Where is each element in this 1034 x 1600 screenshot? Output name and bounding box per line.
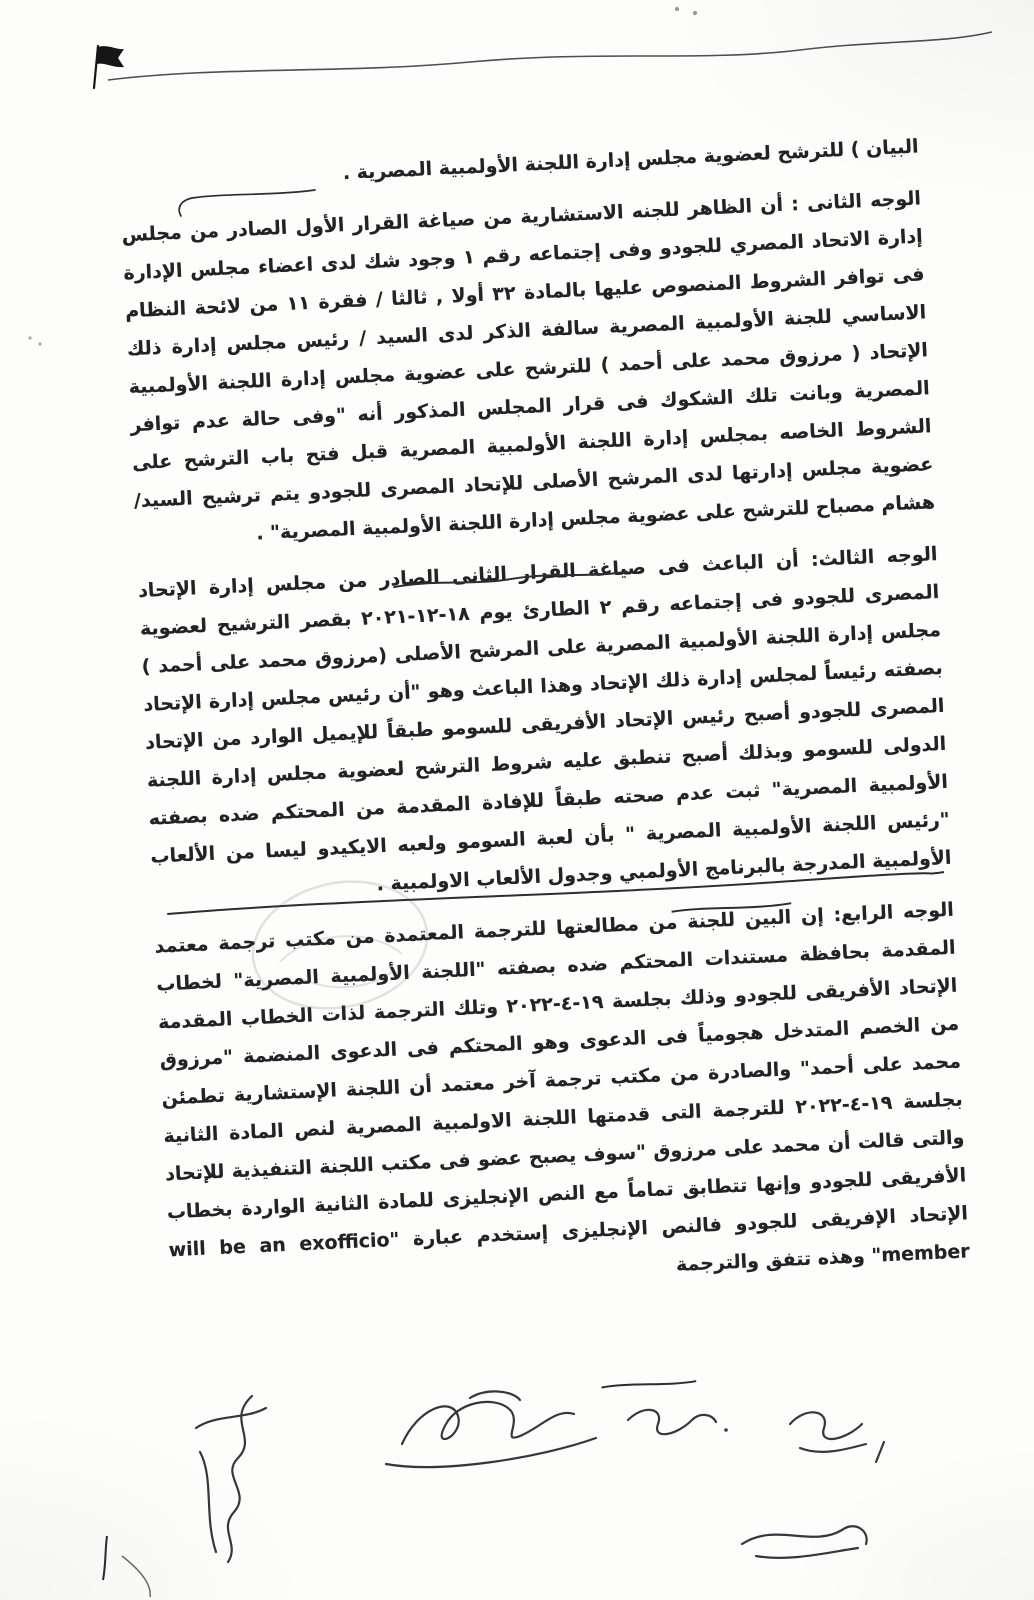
scan-bottom-left-edge: [103, 1536, 150, 1597]
signature-center-right: [628, 1410, 728, 1434]
signature-left: [196, 1396, 266, 1562]
section-second-body: أن الظاهر للجنه الاستشارية من صياغة القرار الأول الصادر من مجلس إدارة الاتحاد المصري للجودو وفى إجتماعه رقم ١ وجود شك لدى اعضاء مجلس الإدارة فى توافر الشروط المنصوص عليها بالمادة ٣٢ أولا , ثالثا / فقرة ١١ من لائحة النظام الاساسي للجنة الأولمبية المصرية سالفة الذكر لدى السيد / رئيس مجلس إدارة ذلك الإتحاد ( مرزوق محمد على أحمد ) للترشح على عضوية مجلس إدارة اللجنة الأولمبية المصرية وبانت تلك الشكوك فى قرار المجلس المذكور أنه "وفى حالة عدم توافر الشروط الخاصه بمجلس إدارة اللجنة الأولمبية المصرية قبل فتح باب الترشح على عضوية مجلس إدارتها لدى المرشح الأصلى للإتحاد المصرى للجودو يتم ترشيح السيد/ هشام مصباح للترشح على عضوية مجلس إدارة اللجنة الأولمبية المصرية" .: [121, 193, 936, 545]
hand-dash-end: [601, 1377, 696, 1391]
section-second-heading: الوجه الثانى :: [790, 187, 922, 216]
section-third-body: أن الباعث فى صياغة القرار الثانى الصادر من مجلس إدارة الإتحاد المصرى للجودو فى إجتماعه رقم ٢ الطارئ يوم ١٨-١٢-٢٠٢١ بقصر الترشيح لعضوية مجلس إدارة اللجنة الأولمبية المصرية على المرشح الأصلى (مرزوق محمد على أحمد ) بصفته رئيساً لمجلس إدارة ذلك الإتحاد وهذا الباعث وهو "أن رئيس مجلس إدارة الإتحاد المصرى للجودو أصبح رئيس الإتحاد الأفريقى للسومو طبقاً للإيميل الوارد من الإتحاد الدولى للسومو وبذلك أصبح تنطبق عليه شروط الترشح لعضوية مجلس إدارة اللجنة الأولمبية المصرية" ثبت عدم صحته طبقاً للإفادة المقدمة من المحتكم ضده بصفته "رئيس اللجنة الأولمبية المصرية " بأن لعبة السومو ولعبه الايكيدو ليسا من الألعاب الأولمبية المدرجة بالبرنامج الأولمبي وجدول الألعاب الاولمبية .: [137, 549, 952, 896]
signature-center: [386, 1391, 596, 1467]
signature-bottom-right: [742, 1526, 867, 1558]
signature-right: [790, 1412, 884, 1462]
scan-top-edge-line: [108, 32, 992, 80]
section-fourth-body: إن البين للجنة من مطالعتها للترجمة المعتمدة من مكتب ترجمة معتمد المقدمة بحافظة مستندات المحتكم ضده بصفته "اللجنة الأولمبية المصرية" لخطاب الإتحاد الأفريقى للجودو وذلك بجلسة ١٩-٤-٢٠٢٢ وتلك الترجمة لذات الخطاب المقدمة من الخصم المتدخل هجومياً فى الدعوى وهو المحتكم فى الدعوى المنضمة "مرزوق محمد على أحمد" والصادرة من مكتب ترجمة آخر معتمد أن اللجنة الإستشارية تطمئن بجلسة ١٩-٤-٢٠٢٢ للترجمة التى قدمتها اللجنة الاولمبية المصرية لنص المادة الثانية والتى قالت أن محمد على مرزوق "سوف يصبح عضو فى مكتب اللجنة التنفيذية للإتحاد الأفريقى للجودو وإنها تتطابق تماماً مع النص الإنجليزى للمادة الثانية الواردة بخطاب الإتحاد الإفريقى للجودو فالنص الإنجليزى إستخدم عبارة "will be an exofficio member" وهذه تتفق والترجمة: [154, 904, 971, 1276]
section-third-aspect: [137, 535, 952, 914]
section-fourth-heading: الوجه الرابع:: [833, 898, 955, 927]
section-fourth-aspect: [154, 891, 971, 1308]
section-third-heading: الوجه الثالث:: [810, 543, 938, 571]
title-text: البيان ) للترشح لعضوية مجلس إدارة اللجنة الأولمبية المصرية .: [342, 135, 919, 185]
section-second-aspect: [121, 179, 936, 558]
flag-mark-icon: [94, 46, 124, 88]
document-text-block: [118, 128, 971, 1322]
